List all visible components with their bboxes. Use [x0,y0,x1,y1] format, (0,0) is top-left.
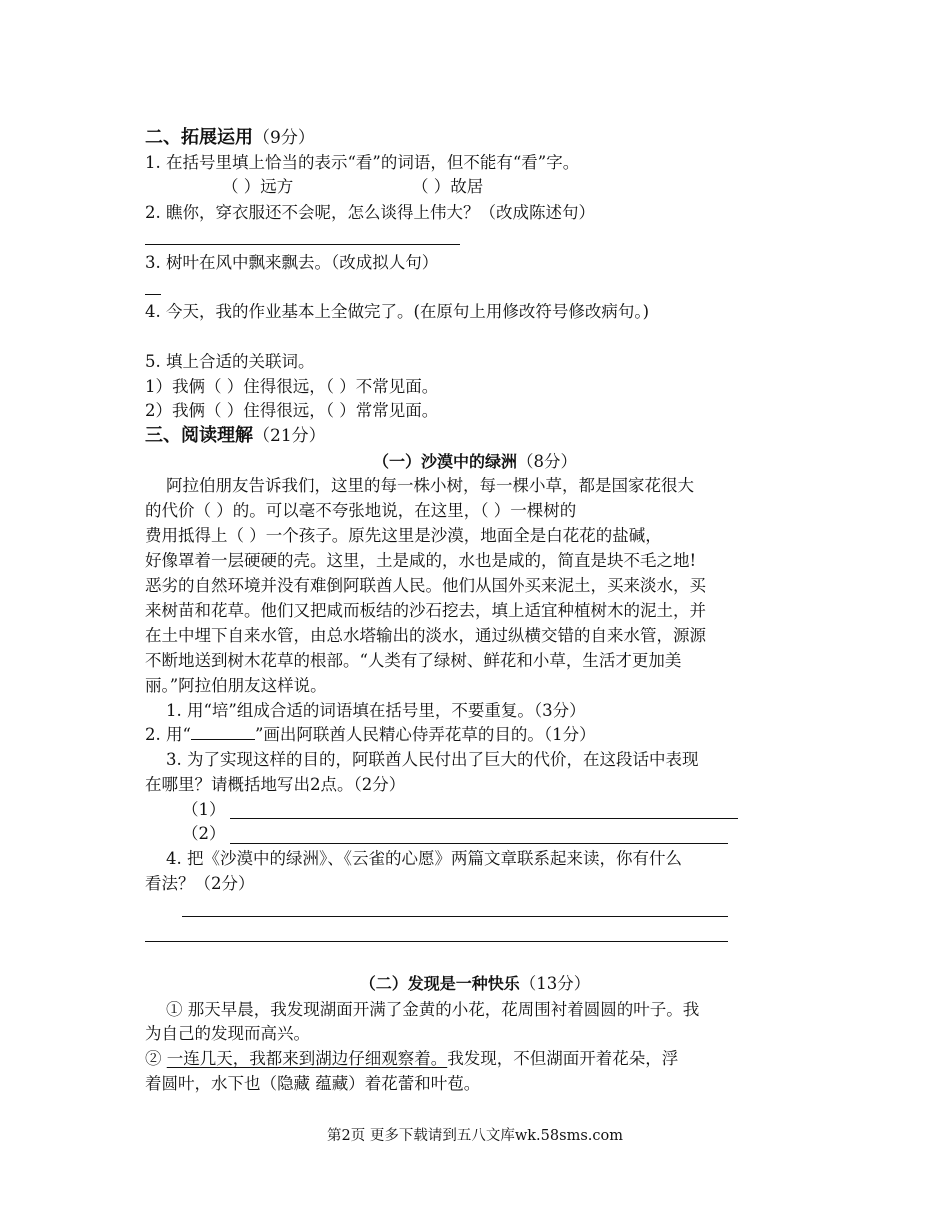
passage2-p1-line1: ① 那天早晨，我发现湖面开满了金黄的小花，花周围衬着圆圆的叶子。我 [145,1000,700,1019]
passage1-q4-line1: 4. 把《沙漠中的绿洲》、《云雀的心愿》两篇文章联系起来读，你有什么 [145,849,682,868]
q1-item-2: （ ）故居 [412,177,484,196]
q2-blank[interactable] [191,725,255,740]
section2-q1: 1. 在括号里填上恰当的表示“看”的词语，但不能有“看”字。 [145,153,580,172]
passage1-title: （一）沙漠中的绿洲（8分） [372,452,577,471]
passage1-q3-line1: 3. 为了实现这样的目的，阿联酋人民付出了巨大的代价，在这段话中表现 [145,750,699,769]
passage1-q1: 1. 用“培”组成合适的词语填在括号里，不要重复。（3分） [145,701,586,720]
q3-answer-label-2: （2） [182,824,226,843]
q5-line-2: 2）我俩（ ）住得很远，（ ）常常见面。 [145,401,439,420]
q3-answer-line-1[interactable] [230,818,738,819]
passage1-line: 来树苗和花草。他们又把咸而板结的沙石挖去，填上适宜种植树木的泥土，并 [145,601,706,620]
passage2-p1-line2: 为自己的发现而高兴。 [145,1024,310,1043]
section2-heading: 二、拓展运用（9分） [145,127,315,148]
passage2-p2-line1: ② 一连几天，我都来到湖边仔细观察着。我发现，不但湖面开着花朵，浮 [145,1049,679,1068]
section3-heading: 三、阅读理解（21分） [145,425,326,446]
q1-item-1: （ ）远方 [222,177,294,196]
passage1-line: 费用抵得上（ ）一个孩子。原先这里是沙漠，地面全是白花花的盐碱， [145,526,662,545]
passage1-line: 恶劣的自然环境并没有难倒阿联酋人民。他们从国外买来泥土，买来淡水，买 [145,576,706,595]
q4-answer-line-2[interactable] [145,941,728,942]
page-footer: 第2页 更多下载请到五八文库wk.58sms.com [327,1128,623,1144]
q2-answer-line[interactable] [145,244,460,245]
q5-line-1: 1）我俩（ ）住得很远，（ ）不常见面。 [145,377,439,396]
passage1-line: 不断地送到树木花草的根部。“人类有了绿树、鲜花和小草，生活才更加美 [145,651,682,670]
section2-q2: 2. 瞧你，穿衣服还不会呢，怎么谈得上伟大？（改成陈述句） [145,203,595,222]
underlined-sentence: 一连几天，我都来到湖边仔细观察着。 [166,1049,448,1068]
passage1-line: 的代价（ ）的。可以毫不夸张地说，在这里，（ ）一棵树的 [145,501,577,520]
q3-answer-line[interactable] [145,294,161,295]
passage1-line: 丽。”阿拉伯朋友这样说。 [145,676,327,695]
passage1-line: 阿拉伯朋友告诉我们，这里的每一株小树，每一棵小草，都是国家花很大 [145,476,694,495]
passage1-line: 在土中埋下自来水管，由总水塔输出的淡水，通过纵横交错的自来水管，源源 [145,626,706,645]
passage1-line: 好像罩着一层硬硬的壳。这里，土是咸的，水也是咸的，简直是块不毛之地! [145,551,697,570]
section2-q3: 3. 树叶在风中飘来飘去。（改成拟人句） [145,253,439,272]
passage1-q4-line2: 看法？（2分） [145,874,255,893]
passage2-title: （二）发现是一种快乐（13分） [359,974,591,993]
section2-q5: 5. 填上合适的关联词。 [145,352,315,371]
q4-answer-line-1[interactable] [182,916,728,917]
passage1-q2: 2. 用“ ”画出阿联酋人民精心侍弄花草的目的。（1分） [145,725,596,744]
passage1-q3-line2: 在哪里？请概括地写出2点。（2分） [145,775,406,794]
section2-q4: 4. 今天，我的作业基本上全做完了。(在原句上用修改符号修改病句。) [145,302,650,321]
passage2-p2-line2: 着圆叶，水下也（隐藏 蕴藏）着花蕾和叶苞。 [145,1074,481,1093]
q3-answer-label-1: （1） [182,800,226,819]
q3-answer-line-2[interactable] [230,843,728,844]
